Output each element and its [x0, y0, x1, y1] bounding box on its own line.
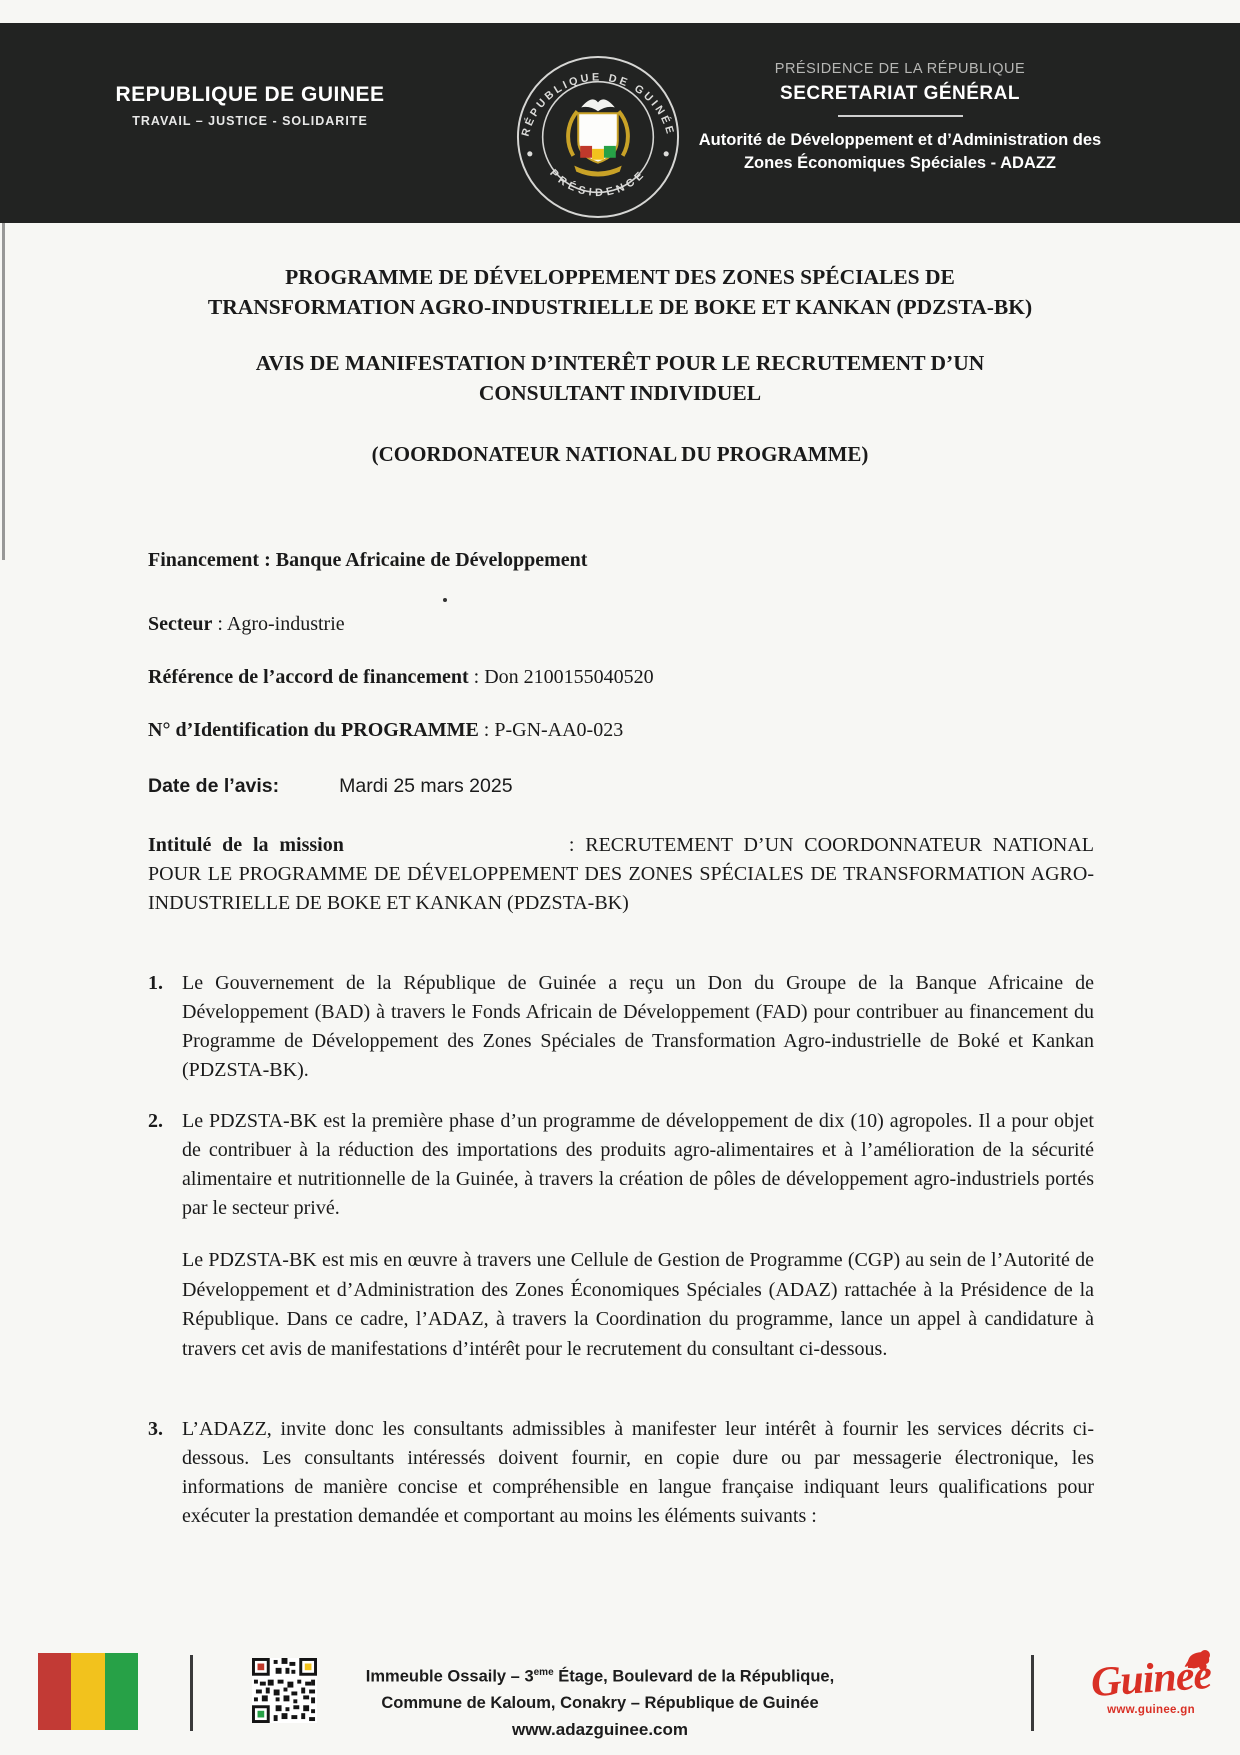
- mission-label: Intitulé de la mission: [148, 834, 344, 856]
- field-id-programme: N° d’Identification du PROGRAMME : P-GN-AA0-023: [148, 719, 624, 741]
- field-financement-value: Banque Africaine de Développement: [275, 549, 588, 571]
- notice-title: [120, 348, 1120, 408]
- field-reference-label: Référence de l’accord de financement: [148, 666, 469, 688]
- field-financement-label: Financement: [148, 549, 260, 571]
- authority-name-line2: Zones Économiques Spéciales - ADAZZ: [743, 154, 1057, 172]
- qr-code-icon: [252, 1658, 317, 1723]
- field-reference-value: Don 2100155040520: [484, 666, 654, 688]
- field-secteur-label: Secteur: [148, 613, 213, 635]
- header-band: [0, 23, 1240, 223]
- republic-motto: TRAVAIL – JUSTICE - SOLIDARITE: [132, 114, 368, 128]
- guinee-brand-logo: [1062, 1651, 1240, 1716]
- coordinator-subtitle: (COORDONATEUR NATIONAL DU PROGRAMME): [371, 442, 869, 466]
- paragraph-1: [148, 969, 1094, 1085]
- notice-title-line2: CONSULTANT INDIVIDUEL: [478, 381, 762, 405]
- secretariat-label: SECRETARIAT GÉNÉRAL: [780, 83, 1020, 104]
- header-left-block: [95, 83, 405, 128]
- footer-address-block: [320, 1660, 880, 1743]
- field-reference: Référence de l’accord de financement : Don 2100155040520: [148, 666, 654, 688]
- header-divider: [838, 115, 963, 117]
- flag-red-stripe: [38, 1653, 71, 1730]
- coat-of-arms: [568, 99, 628, 176]
- presidential-seal-icon: [514, 53, 682, 221]
- document-title-line1: PROGRAMME DE DÉVELOPPEMENT DES ZONES SPÉCIALES DE: [285, 265, 955, 289]
- document-title: [120, 262, 1120, 322]
- field-secteur-value: Agro-industrie: [226, 613, 345, 635]
- svg-text:RÉPUBLIQUE DE GUINÉE: RÉPUBLIQUE DE GUINÉE: [519, 71, 677, 138]
- presidency-label: PRÉSIDENCE DE LA RÉPUBLIQUE: [774, 61, 1026, 77]
- field-financement: Financement : Banque Africaine de Développement: [148, 549, 588, 571]
- field-date-avis-label: Date de l’avis:: [148, 775, 280, 797]
- paragraph-2-continuation: Le PDZSTA-BK est mis en œuvre à travers une Cellule de Gestion de Programme (CGP) au sein de l’Autorité de Développement et d’Administration des Zones Économiques Spéciales (ADAZ) rattachée à la Présidence de la République. Dans ce cadre, l’ADAZ, à travers la Coordination du programme, lance un appel à candidature à travers cet avis de manifestations d’intérêt pour le recrutement du consultant ci-dessous.: [182, 1249, 1094, 1360]
- paragraph-3: [148, 1415, 1094, 1531]
- guinea-flag-icon: [38, 1653, 138, 1730]
- document-title-line2: TRANSFORMATION AGRO-INDUSTRIELLE DE BOKE ET KANKAN (PDZSTA-BK): [207, 295, 1033, 319]
- paragraph-3-text: L’ADAZZ, invite donc les consultants admissibles à manifester leur intérêt à fournir les services décrits ci-dessous. Les consultants intéressés doivent fournir, en copie dure ou par messagerie électronique, les informations de manière concise et compréhensible en langue française indiquant leurs qualifications pour exécuter la prestation demandée et comportant au moins les éléments suivants :: [182, 1418, 1094, 1527]
- paragraph-3-number: 3.: [148, 1418, 163, 1440]
- paragraph-2: [148, 1107, 1094, 1223]
- scan-dot-artifact: [443, 598, 447, 602]
- guinee-logo-text: Guinée: [1089, 1651, 1213, 1707]
- footer-website: www.adazguinee.com: [511, 1719, 689, 1739]
- svg-text:PRÉSIDENCE: PRÉSIDENCE: [547, 167, 649, 200]
- header-right-block: [660, 61, 1140, 175]
- field-id-programme-value: P-GN-AA0-023: [494, 719, 624, 741]
- field-id-programme-label: N° d’Identification du PROGRAMME: [148, 719, 479, 741]
- republic-title: REPUBLIQUE DE GUINEE: [115, 83, 385, 106]
- paragraph-2-text: Le PDZSTA-BK est la première phase d’un programme de développement de dix (10) agropoles. Il a pour objet de contribuer à la réduction des importations des produits agro-alimentaires et à l’amélioration de la sécurité alimentaire et nutritionnelle de la Guinée, à travers la création de pôles de développement agro-industriels portés par le secteur privé.: [182, 1110, 1094, 1219]
- field-date-avis-value: Mardi 25 mars 2025: [339, 775, 513, 797]
- mission-value: : RECRUTEMENT D’UN COORDONNATEUR NATIONAL POUR LE PROGRAMME DE DÉVELOPPEMENT DES ZONES SPÉCIALES DE TRANSFORMATION AGRO-INDUSTRIELLE DE BOKE ET KANKAN (PDZSTA-BK): [148, 834, 1094, 914]
- flag-yellow-stripe: [71, 1653, 104, 1730]
- authority-name-line1: Autorité de Développement et d’Administration des: [698, 131, 1102, 149]
- paragraph-2-number: 2.: [148, 1110, 163, 1132]
- field-secteur: Secteur : Agro-industrie: [148, 613, 345, 635]
- guinee-logo-site: www.guinee.gn: [1107, 1704, 1195, 1716]
- footer-divider-left: [190, 1655, 193, 1731]
- mission-paragraph: [148, 831, 1094, 918]
- field-date-avis: [148, 775, 1108, 798]
- paragraph-1-number: 1.: [148, 972, 163, 994]
- flag-green-stripe: [105, 1653, 138, 1730]
- footer-address-line1: Immeuble Ossaily – 3eme Étage, Boulevard de la République,: [365, 1667, 835, 1686]
- footer-address-line2: Commune de Kaloum, Conakry – République de Guinée: [381, 1694, 819, 1712]
- footer-divider-right: [1031, 1655, 1034, 1731]
- paragraph-1-text: Le Gouvernement de la République de Guinée a reçu un Don du Groupe de la Banque Africaine de Développement (BAD) à travers le Fonds Africain de Développement (FAD) pour contribuer au financement du Programme de Développement des Zones Spéciales de Transformation Agro-industrielle de Boké et Kankan (PDZSTA-BK).: [182, 972, 1094, 1081]
- notice-title-line1: AVIS DE MANIFESTATION D’INTERÊT POUR LE RECRUTEMENT D’UN: [255, 351, 985, 375]
